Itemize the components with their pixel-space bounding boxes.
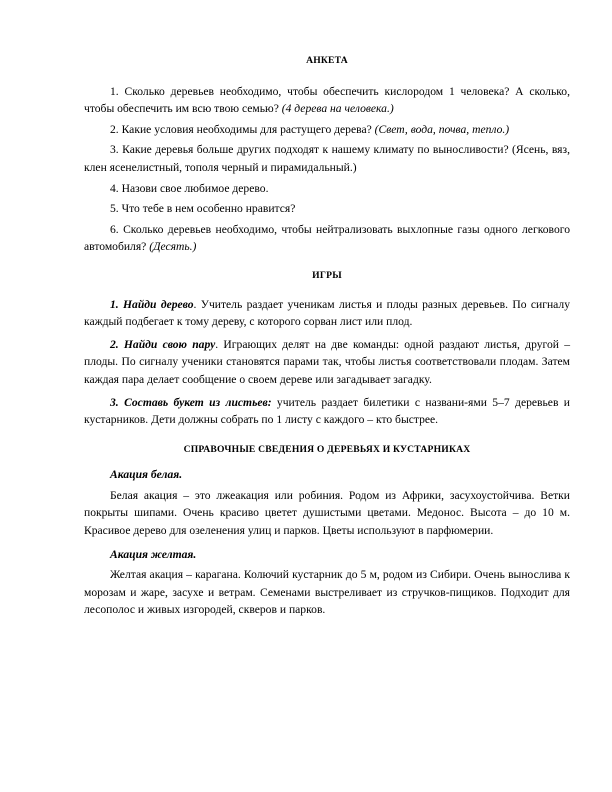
survey-question-2-text: 2. Какие условия необходимы для растущего дерева? — [110, 122, 375, 136]
game-1 — [84, 296, 570, 331]
survey-question-4: 4. Назови свое любимое дерево. — [110, 181, 269, 195]
reference-heading: СПРАВОЧНЫЕ СВЕДЕНИЯ О ДЕРЕВЬЯХ И КУСТАРНИКАХ — [183, 443, 471, 455]
survey-question-6-text: 6. Сколько деревьев необходимо, чтобы нейтрализовать выхлопные газы одного легкового автомобиля? — [84, 222, 570, 254]
survey-question-6 — [84, 221, 570, 256]
survey-question-1-text: 1. Сколько деревьев необходимо, чтобы обеспечить кислородом 1 человека? А сколько, чтобы обеспечить им всю твою семью? — [84, 84, 570, 116]
game-2 — [84, 336, 570, 389]
game-3-title: 3. Составь букет из листьев: — [110, 395, 272, 409]
survey-question-1-answer: (4 дерева на человека.) — [281, 102, 394, 116]
document-page — [84, 52, 570, 619]
game-3-text: учитель раздает билетики с названи-ями 5–7 деревьев и кустарников. Дети должны собрать по 1 листу с каждого – кто быстрее. — [84, 395, 570, 427]
acacia-yellow-title: Акация желтая. — [110, 547, 197, 561]
survey-question-5: 5. Что тебе в нем особенно нравится? — [110, 202, 296, 216]
game-1-text: . Учитель раздает ученикам листья и плоды разных деревьев. По сигналу каждый подбегает к тому дереву, с которого сорван лист или плод. — [84, 297, 570, 329]
survey-question-6-answer: (Десять.) — [149, 240, 197, 254]
games-heading: ИГРЫ — [312, 269, 342, 281]
survey-heading: АНКЕТА — [306, 55, 348, 66]
game-2-title: 2. Найди свою пару — [110, 337, 216, 351]
survey-question-3: 3. Какие деревья больше других подходят к нашему климату по выносливости? (Ясень, вяз, клен ясенелистный, тополя черный и пирамидальный.) — [84, 143, 570, 174]
survey-question-1 — [84, 83, 570, 118]
game-3 — [84, 394, 570, 429]
acacia-white-text: Белая акация – это лжеакация или робиния. Родом из Африки, засухоустойчива. Ветки покрыты шипами. Очень красиво цветет душистыми цветами. Медонос. Высота – до 10 м. Красивое дерево для озеленения улиц и парков. Цветы используют в парфюмерии. — [84, 488, 570, 538]
game-2-text: . Играющих делят на две команды: одной раздают листья, другой – плоды. По сигналу ученики становятся парами так, чтобы листья соответствовали плодам. Затем каждая пара делает сообщение о своем дереве или загадывает загадку. — [84, 337, 570, 386]
acacia-white-title: Акация белая. — [110, 468, 183, 482]
survey-question-2-answer: (Свет, вода, почва, тепло.) — [374, 122, 510, 136]
game-1-title: 1. Найди дерево — [110, 297, 194, 311]
survey-question-2 — [84, 121, 570, 139]
acacia-yellow-text: Желтая акация – карагана. Колючий кустарник до 5 м, родом из Сибири. Очень вынослива к морозам и жаре, засухе и ветрам. Семенами выстреливает из стручков-пищиков. Подходит для лесополос и живых изгородей, скверов и парков. — [84, 568, 570, 617]
